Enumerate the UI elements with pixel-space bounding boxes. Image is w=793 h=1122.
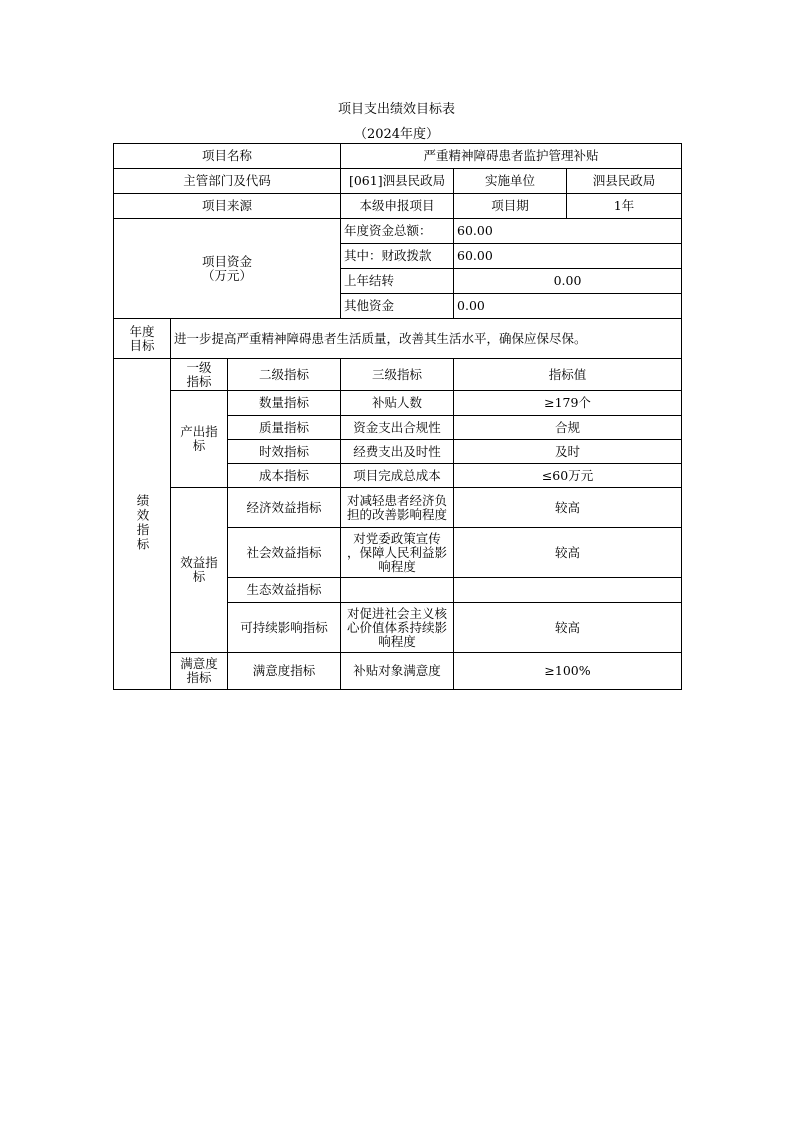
dept-value: [061]泗县民政局	[341, 169, 454, 194]
benefit-l3-economic	[341, 488, 454, 528]
output-l2-timeliness: 时效指标	[228, 440, 341, 464]
satisfaction-label-line1: 满意度	[180, 656, 218, 671]
benefit-l3-economic-line2: 担的改善影响程度	[347, 506, 448, 522]
output-value-cost: ≤60万元	[454, 464, 682, 488]
impl-unit-value: 泗县民政局	[567, 169, 682, 194]
output-value-quality: 合规	[454, 416, 682, 440]
goal-label-line1: 年度	[129, 323, 155, 339]
row-source	[114, 194, 682, 219]
satisfaction-l2: 满意度指标	[228, 653, 341, 690]
head-level1-line2: 指标	[186, 373, 212, 389]
output-l3-quality: 资金支出合规性	[341, 416, 454, 440]
benefit-l2-sustain: 可持续影响指标	[228, 603, 341, 653]
output-l3-timeliness: 经费支出及时性	[341, 440, 454, 464]
benefit-l3-social-line2: ，保障人民利益影	[347, 544, 448, 560]
benefit-l3-social	[341, 528, 454, 578]
row-annual-goal	[114, 319, 682, 359]
output-value-timeliness: 及时	[454, 440, 682, 464]
project-name-value: 严重精神障碍患者监护管理补贴	[341, 144, 682, 169]
fund-other-label: 其他资金	[341, 294, 454, 319]
output-l3-quantity: 补贴人数	[341, 391, 454, 416]
project-name-label: 项目名称	[114, 144, 341, 169]
satisfaction-label-cell	[171, 653, 228, 690]
fund-carryover-value: 0.00	[454, 269, 682, 294]
output-label-cell	[171, 391, 228, 488]
funds-unit: （万元）	[202, 267, 253, 283]
output-l2-quality: 质量指标	[228, 416, 341, 440]
goal-text: 进一步提高严重精神障碍患者生活质量，改善其生活水平，确保应保尽保。	[171, 319, 682, 359]
period-value: 1年	[567, 194, 682, 219]
funds-label-cell	[114, 219, 341, 319]
benefit-l2-economic: 经济效益指标	[228, 488, 341, 528]
head-level1	[171, 359, 228, 391]
document-title: 项目支出绩效目标表	[337, 102, 455, 117]
benefit-l3-social-line1: 对党委政策宣传	[353, 530, 441, 546]
benefit-l3-social-line3: 响程度	[378, 558, 416, 574]
table-row	[114, 488, 682, 528]
output-value-quantity: ≥179个	[454, 391, 682, 416]
benefit-l3-eco	[341, 578, 454, 603]
goal-label-cell	[114, 319, 171, 359]
period-label: 项目期	[454, 194, 567, 219]
fund-total-label: 年度资金总额：	[341, 219, 454, 244]
output-l2-cost: 成本指标	[228, 464, 341, 488]
impl-unit-label: 实施单位	[454, 169, 567, 194]
document-year: （2024年度）	[353, 127, 440, 142]
fund-total-value: 60.00	[454, 219, 682, 244]
source-value: 本级申报项目	[341, 194, 454, 219]
head-value: 指标值	[454, 359, 682, 391]
output-l3-cost: 项目完成总成本	[341, 464, 454, 488]
benefit-value-sustain: 较高	[454, 603, 682, 653]
benefit-label-line1: 效益指	[180, 555, 218, 570]
performance-table	[113, 143, 682, 690]
benefit-value-social: 较高	[454, 528, 682, 578]
output-label-line2: 标	[192, 438, 206, 453]
dept-label: 主管部门及代码	[114, 169, 341, 194]
fund-fiscal-value: 60.00	[454, 244, 682, 269]
benefit-l2-social: 社会效益指标	[228, 528, 341, 578]
benefit-l3-sustain-line3: 响程度	[378, 633, 416, 649]
indicators-section-cell	[114, 359, 171, 690]
benefit-value-economic: 较高	[454, 488, 682, 528]
satisfaction-value: ≥100%	[454, 653, 682, 690]
fund-carryover-label: 上年结转	[341, 269, 454, 294]
benefit-l3-economic-line1: 对减轻患者经济负	[347, 492, 448, 508]
benefit-label-cell	[171, 488, 228, 653]
satisfaction-l3: 补贴对象满意度	[341, 653, 454, 690]
output-l2-quantity: 数量指标	[228, 391, 341, 416]
benefit-l3-sustain-line2: 心价值体系持续影	[347, 619, 448, 635]
benefit-value-eco	[454, 578, 682, 603]
row-department	[114, 169, 682, 194]
fund-other-value: 0.00	[454, 294, 682, 319]
table-row	[114, 391, 682, 416]
funds-label: 项目资金	[202, 253, 253, 269]
head-level1-line1: 一级	[186, 359, 212, 375]
output-label-line1: 产出指	[180, 424, 218, 439]
benefit-l3-sustain	[341, 603, 454, 653]
benefit-l3-sustain-line1: 对促进社会主义核	[347, 605, 448, 621]
table-row	[114, 653, 682, 690]
benefit-l2-eco: 生态效益指标	[228, 578, 341, 603]
benefit-label-line2: 标	[192, 569, 206, 584]
head-level2: 二级指标	[228, 359, 341, 391]
satisfaction-label-line2: 指标	[186, 670, 212, 685]
row-project-name	[114, 144, 682, 169]
indicators-section-label: 绩效指标	[135, 493, 150, 552]
row-indicator-head	[114, 359, 682, 391]
head-level3: 三级指标	[341, 359, 454, 391]
row-fund-total	[114, 219, 682, 244]
goal-label-line2: 目标	[129, 337, 155, 353]
source-label: 项目来源	[114, 194, 341, 219]
fund-fiscal-label: 其中：财政拨款	[341, 244, 454, 269]
